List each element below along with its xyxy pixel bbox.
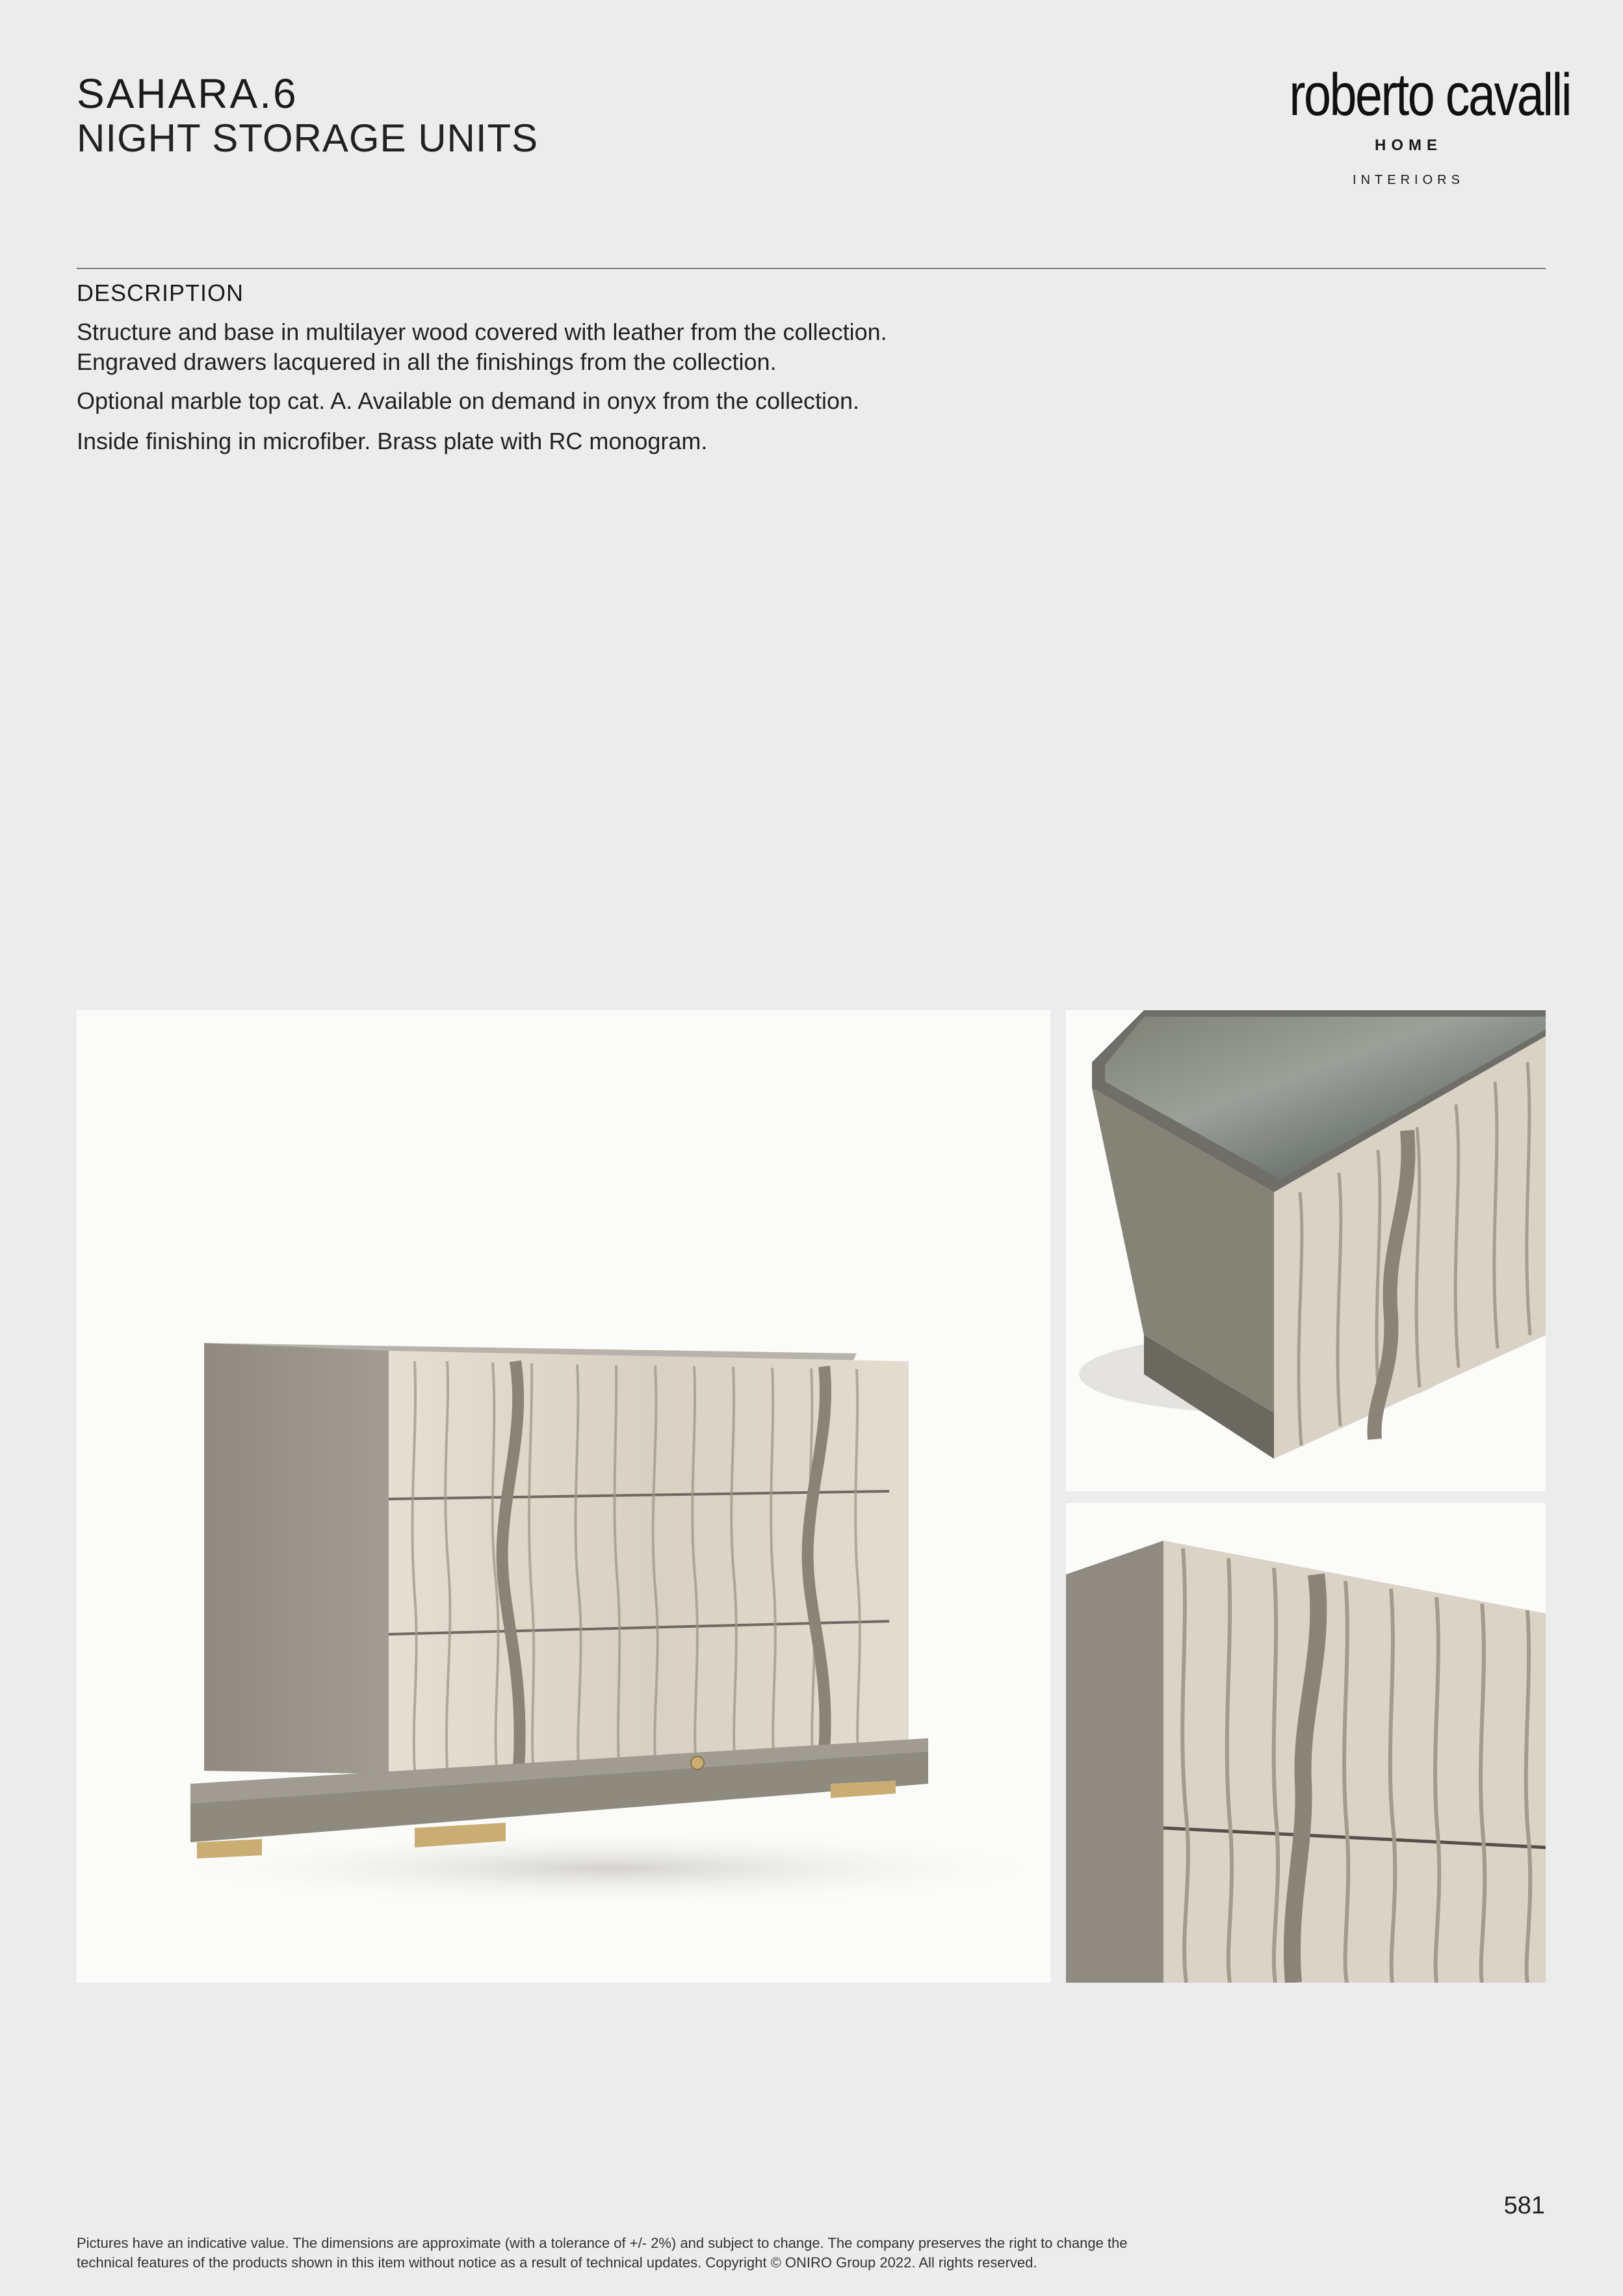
description-paragraph — [77, 426, 1247, 456]
description-heading: DESCRIPTION — [77, 280, 244, 306]
header-divider — [77, 268, 1546, 269]
description-line: Engraved drawers lacquered in all the finishings from the collection. — [77, 348, 777, 375]
footer-disclaimer-line: Pictures have an indicative value. The dimensions are approximate (with a tolerance of +/- 2%) and subject to change. The company preserves the right to change the — [77, 2235, 1128, 2251]
product-name: SAHARA.6 — [77, 70, 298, 117]
brand-line-interiors: INTERIORS — [1353, 173, 1464, 187]
description-line: Optional marble top cat. A. Available on demand in onyx from the collection. — [77, 387, 860, 414]
brand-line-home: HOME — [1375, 137, 1442, 154]
product-image-top-detail — [1066, 1010, 1546, 1491]
brand-wordmark: roberto cavalli — [1289, 62, 1571, 128]
footer-disclaimer-line: technical features of the products shown in this item without notice as a result of technical updates. Copyright © ONIRO Group 2022. All rights reserved. — [77, 2254, 1037, 2271]
description-line: Structure and base in multilayer wood covered with leather from the collection. — [77, 319, 887, 345]
product-image-drawer-detail — [1066, 1503, 1546, 1983]
footer-disclaimer — [77, 2234, 1409, 2273]
product-category: NIGHT STORAGE UNITS — [77, 116, 539, 160]
brand-logo — [1233, 62, 1571, 188]
product-image-main — [77, 1010, 1050, 1983]
description-paragraph — [77, 386, 1247, 416]
product-illustration-drawer-detail — [1066, 1503, 1546, 1983]
description-line: Inside finishing in microfiber. Brass plate with RC monogram. — [77, 428, 708, 454]
page-number: 581 — [1503, 2192, 1545, 2219]
product-illustration-top-detail — [1066, 1010, 1546, 1491]
product-illustration-main — [77, 1010, 1050, 1983]
description-paragraph — [77, 317, 1247, 377]
